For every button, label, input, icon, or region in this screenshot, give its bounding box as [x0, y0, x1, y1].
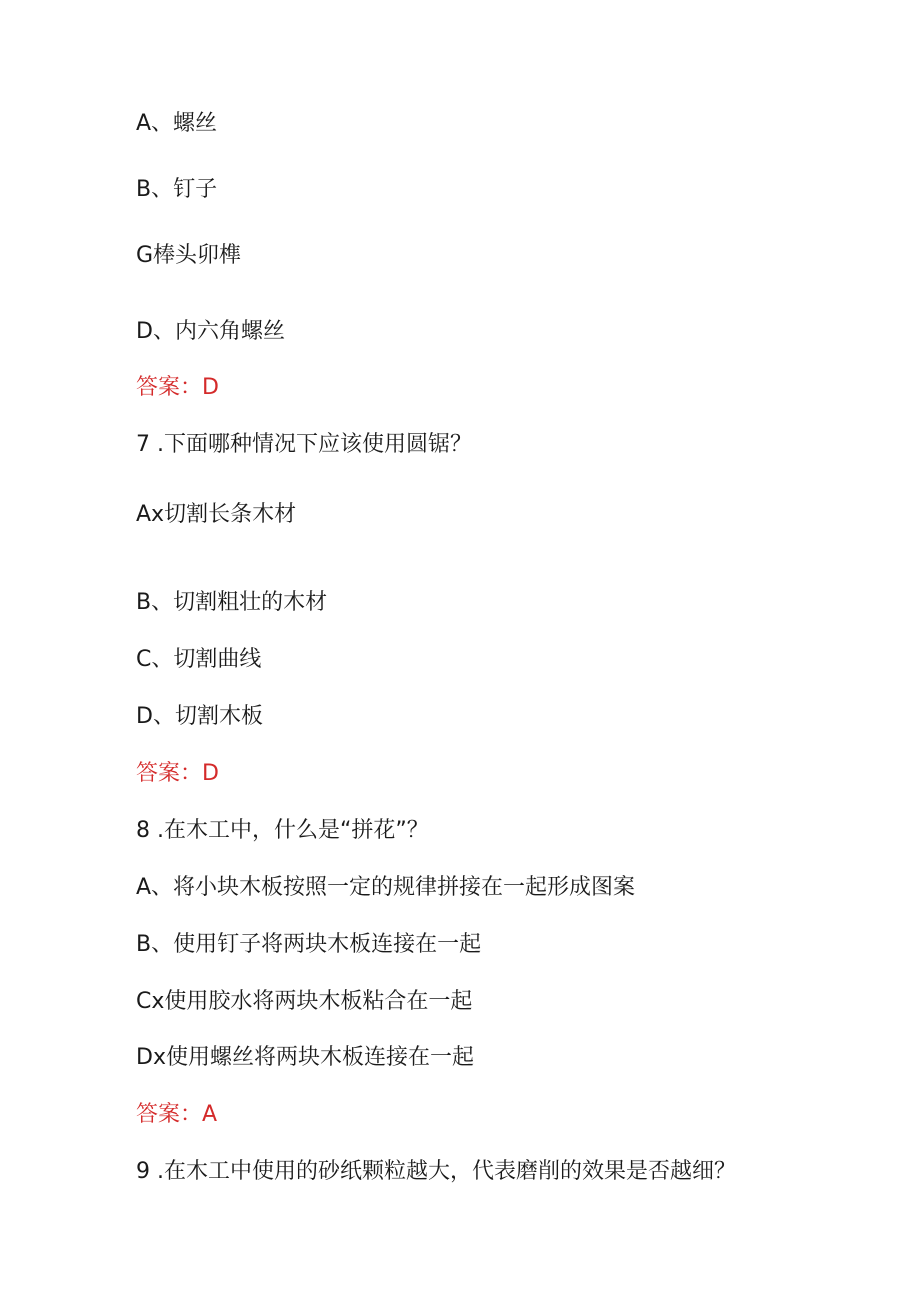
question-9: 9 .在木工中使用的砂纸颗粒越大，代表磨削的效果是否越细？	[136, 1159, 736, 1184]
question-7: 7 .下面哪种情况下应该使用圆锯？	[136, 432, 472, 457]
option-d: Dx使用螺丝将两块木板连接在一起	[136, 1045, 474, 1070]
question-8: 8 .在木工中，什么是“拼花”？	[136, 818, 429, 843]
option-d: D、切割木板	[136, 704, 263, 729]
option-b: B、使用钉子将两块木板连接在一起	[136, 932, 482, 957]
option-b: B、切割粗壮的木材	[136, 590, 328, 615]
option-a: A、将小块木板按照一定的规律拼接在一起形成图案	[136, 875, 636, 900]
option-c: C、切割曲线	[136, 647, 262, 672]
option-a: A、螺丝	[136, 111, 218, 136]
answer-text: 答案：D	[136, 761, 219, 786]
answer-text: 答案：D	[136, 375, 219, 400]
option-b: B、钉子	[136, 177, 218, 202]
option-d: D、内六角螺丝	[136, 319, 285, 344]
option-a: Ax切割长条木材	[136, 502, 297, 527]
option-c: G棒头卯榫	[136, 243, 242, 268]
option-c: Cx使用胶水将两块木板粘合在一起	[136, 989, 473, 1014]
answer-text: 答案：A	[136, 1102, 218, 1127]
